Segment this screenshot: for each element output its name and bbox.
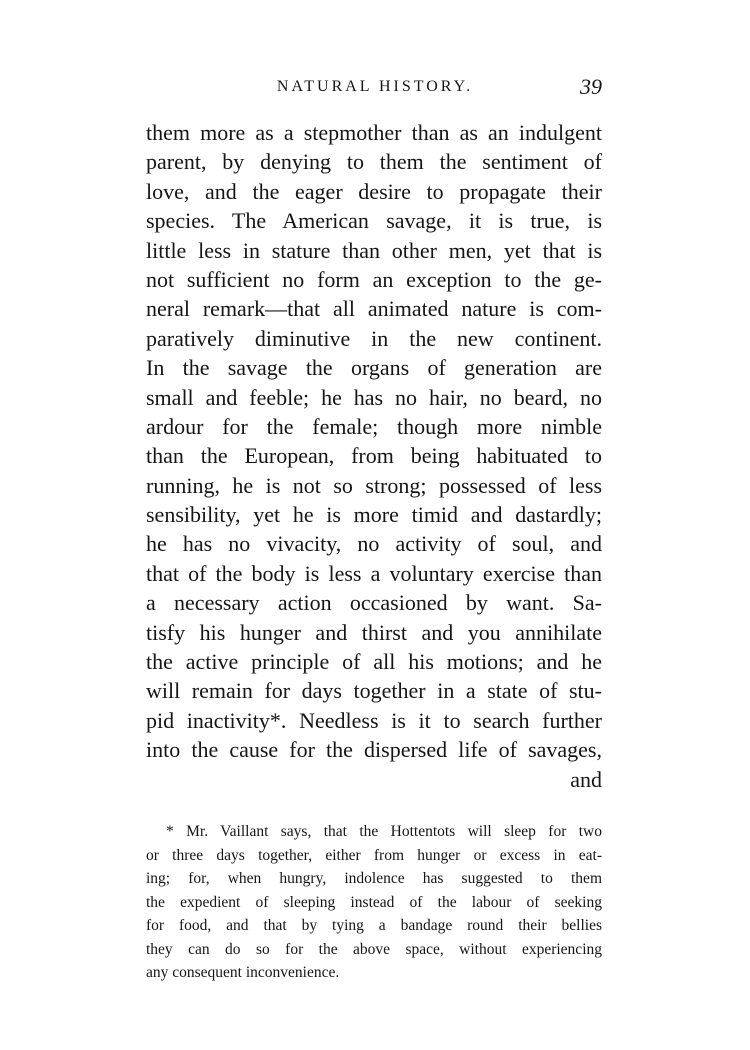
catchword: and (570, 766, 602, 792)
running-title: NATURAL HISTORY. (276, 78, 474, 95)
text-line: he has no vivacity, no activity of soul, and (146, 531, 602, 557)
footnote-line: ing; for, when hungry, indolence has suggested to them (146, 870, 602, 887)
text-line: pid inactivity*. Needless is it to search further (146, 707, 602, 733)
footnote-line: the expedient of sleeping instead of the labour of seeking (146, 893, 602, 911)
text-line: will remain for days together in a state of stu- (146, 678, 602, 704)
footnote-line: * Mr. Vaillant says, that the Hottentots will sleep for two (166, 823, 602, 840)
text-line: small and feeble; he has no hair, no beard, no (146, 384, 602, 410)
text-line: not sufficient no form an exception to the ge- (146, 266, 602, 292)
text-line: parent, by denying to them the sentiment of (146, 149, 602, 175)
footnote (146, 820, 602, 985)
text-line: that of the body is less a voluntary exercise than (146, 560, 602, 586)
body-text (146, 118, 602, 794)
text-line: neral remark—that all animated nature is com- (146, 296, 602, 322)
page-number: 39 (580, 74, 602, 99)
footnote-line: any consequent inconvenience. (146, 964, 340, 981)
text-line: running, he is not so strong; possessed of less (146, 472, 602, 498)
text-line: In the savage the organs of generation are (146, 355, 602, 381)
text-line: ardour for the female; though more nimble (146, 413, 602, 439)
text-line: than the European, from being habituated to (146, 443, 602, 469)
text-line: the active principle of all his motions; and he (146, 649, 602, 675)
footnote-line: or three days together, either from hunger or excess in eat- (146, 846, 602, 864)
text-line: sensibility, yet he is more timid and dastardly; (146, 502, 602, 528)
footnote-line: they can do so for the above space, without experiencing (146, 940, 602, 958)
running-head (146, 74, 604, 104)
text-line: love, and the eager desire to propagate their (146, 178, 602, 204)
text-line: little less in stature than other men, yet that is (146, 237, 602, 263)
text-line: tisfy his hunger and thirst and you annihilate (146, 619, 602, 645)
text-line: into the cause for the dispersed life of savages, (146, 737, 602, 763)
text-line: paratively diminutive in the new continent. (146, 325, 602, 351)
text-line: them more as a stepmother than as an indulgent (146, 120, 602, 145)
footnote-line: for food, and that by tying a bandage round their bellies (146, 917, 602, 934)
text-line: species. The American savage, it is true, is (146, 208, 602, 234)
text-line: a necessary action occasioned by want. Sa- (146, 590, 602, 616)
